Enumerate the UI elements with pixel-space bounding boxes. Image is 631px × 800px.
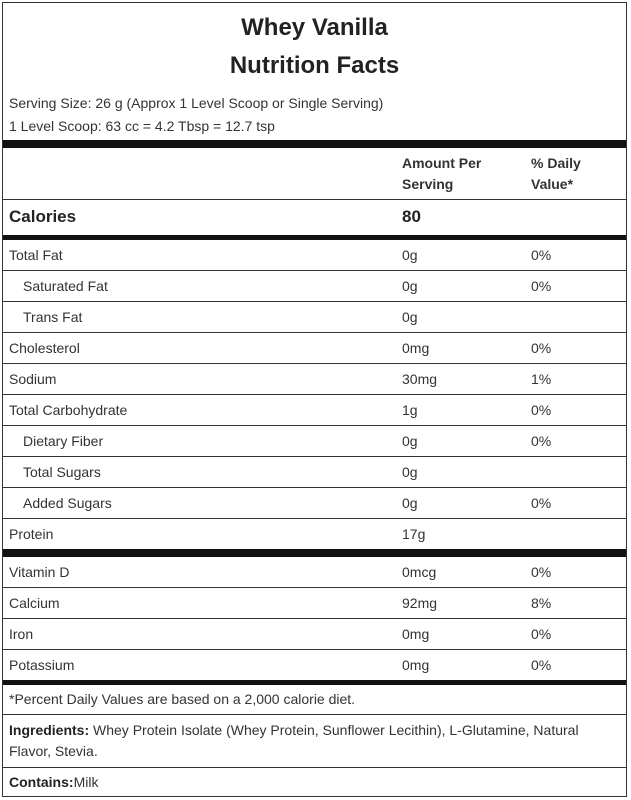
nutrient-dv: 0% [531, 247, 552, 263]
nutrient-dv: 0% [531, 340, 552, 356]
vitamin-name: Vitamin D [9, 564, 70, 580]
nutrient-amount: 0g [402, 464, 418, 480]
nutrient-dv: 0% [531, 278, 552, 294]
dv-header-line2: Value* [531, 176, 574, 192]
daily-value-footnote: *Percent Daily Values are based on a 2,000 calorie diet. [9, 691, 356, 707]
serving-size: Serving Size: 26 g (Approx 1 Level Scoop or Single Serving) [9, 95, 384, 111]
nutrient-name: Protein [9, 526, 54, 542]
divider [3, 487, 626, 488]
divider [3, 332, 626, 333]
product-name: Whey Vanilla [241, 14, 388, 41]
divider [3, 199, 626, 200]
divider [3, 301, 626, 302]
vitamin-dv: 0% [531, 626, 552, 642]
nutrient-name: Added Sugars [23, 495, 112, 511]
nutrient-dv: 0% [531, 495, 552, 511]
medium-divider [3, 235, 626, 240]
nutrient-dv: 0% [531, 402, 552, 418]
label-heading: Nutrition Facts [229, 52, 400, 79]
nutrient-amount: 0g [402, 433, 418, 449]
nutrient-dv: 0% [531, 433, 552, 449]
vitamin-name: Calcium [9, 595, 60, 611]
contains-text: Milk [73, 774, 99, 790]
nutrient-name: Trans Fat [23, 309, 83, 325]
vitamin-amount: 0mg [402, 657, 430, 673]
divider [3, 587, 626, 588]
nutrient-name: Dietary Fiber [23, 433, 104, 449]
ingredients-text: Whey Protein Isolate (Whey Protein, Sunflower Lecithin), L-Glutamine, Natural Flavor, Stevia. [9, 722, 579, 759]
vitamin-name: Potassium [9, 657, 75, 673]
daily-value-header [531, 153, 581, 195]
vitamin-amount: 92mg [402, 595, 438, 611]
amount-header-line2: Serving [402, 176, 454, 192]
nutrient-amount: 0g [402, 247, 418, 263]
nutrient-name: Total Sugars [23, 464, 101, 480]
divider [3, 767, 626, 768]
ingredients [9, 720, 609, 762]
nutrient-amount: 17g [402, 526, 426, 542]
divider [3, 618, 626, 619]
dv-header-line1: % Daily [531, 155, 581, 171]
contains-label: Contains: [9, 774, 74, 790]
nutrient-name: Cholesterol [9, 340, 80, 356]
ingredients-label: Ingredients: [9, 722, 90, 738]
divider [3, 714, 626, 715]
vitamin-amount: 0mg [402, 626, 430, 642]
vitamin-dv: 0% [531, 564, 552, 580]
vitamin-dv: 0% [531, 657, 552, 673]
amount-per-serving-header [402, 153, 481, 195]
nutrient-amount: 0g [402, 278, 418, 294]
vitamin-dv: 8% [531, 595, 552, 611]
nutrient-amount: 30mg [402, 371, 438, 387]
nutrient-amount: 1g [402, 402, 418, 418]
divider [3, 425, 626, 426]
medium-divider [3, 680, 626, 685]
thick-divider [3, 549, 626, 557]
nutrient-amount: 0mg [402, 340, 430, 356]
nutrient-amount: 0g [402, 495, 418, 511]
calories-value: 80 [402, 207, 421, 226]
divider [3, 270, 626, 271]
divider [3, 649, 626, 650]
thick-divider [3, 140, 626, 148]
scoop-info: 1 Level Scoop: 63 cc = 4.2 Tbsp = 12.7 tsp [9, 118, 275, 134]
nutrient-name: Total Carbohydrate [9, 402, 128, 418]
allergens [9, 772, 609, 793]
vitamin-amount: 0mcg [402, 564, 437, 580]
nutrient-dv: 1% [531, 371, 552, 387]
nutrient-name: Sodium [9, 371, 57, 387]
vitamin-name: Iron [9, 626, 34, 642]
nutrient-name: Total Fat [9, 247, 63, 263]
divider [3, 394, 626, 395]
nutrition-label [2, 2, 627, 797]
divider [3, 456, 626, 457]
calories-label: Calories [9, 207, 77, 226]
nutrient-amount: 0g [402, 309, 418, 325]
nutrient-name: Saturated Fat [23, 278, 108, 294]
divider [3, 363, 626, 364]
amount-header-line1: Amount Per [402, 155, 482, 171]
divider [3, 518, 626, 519]
